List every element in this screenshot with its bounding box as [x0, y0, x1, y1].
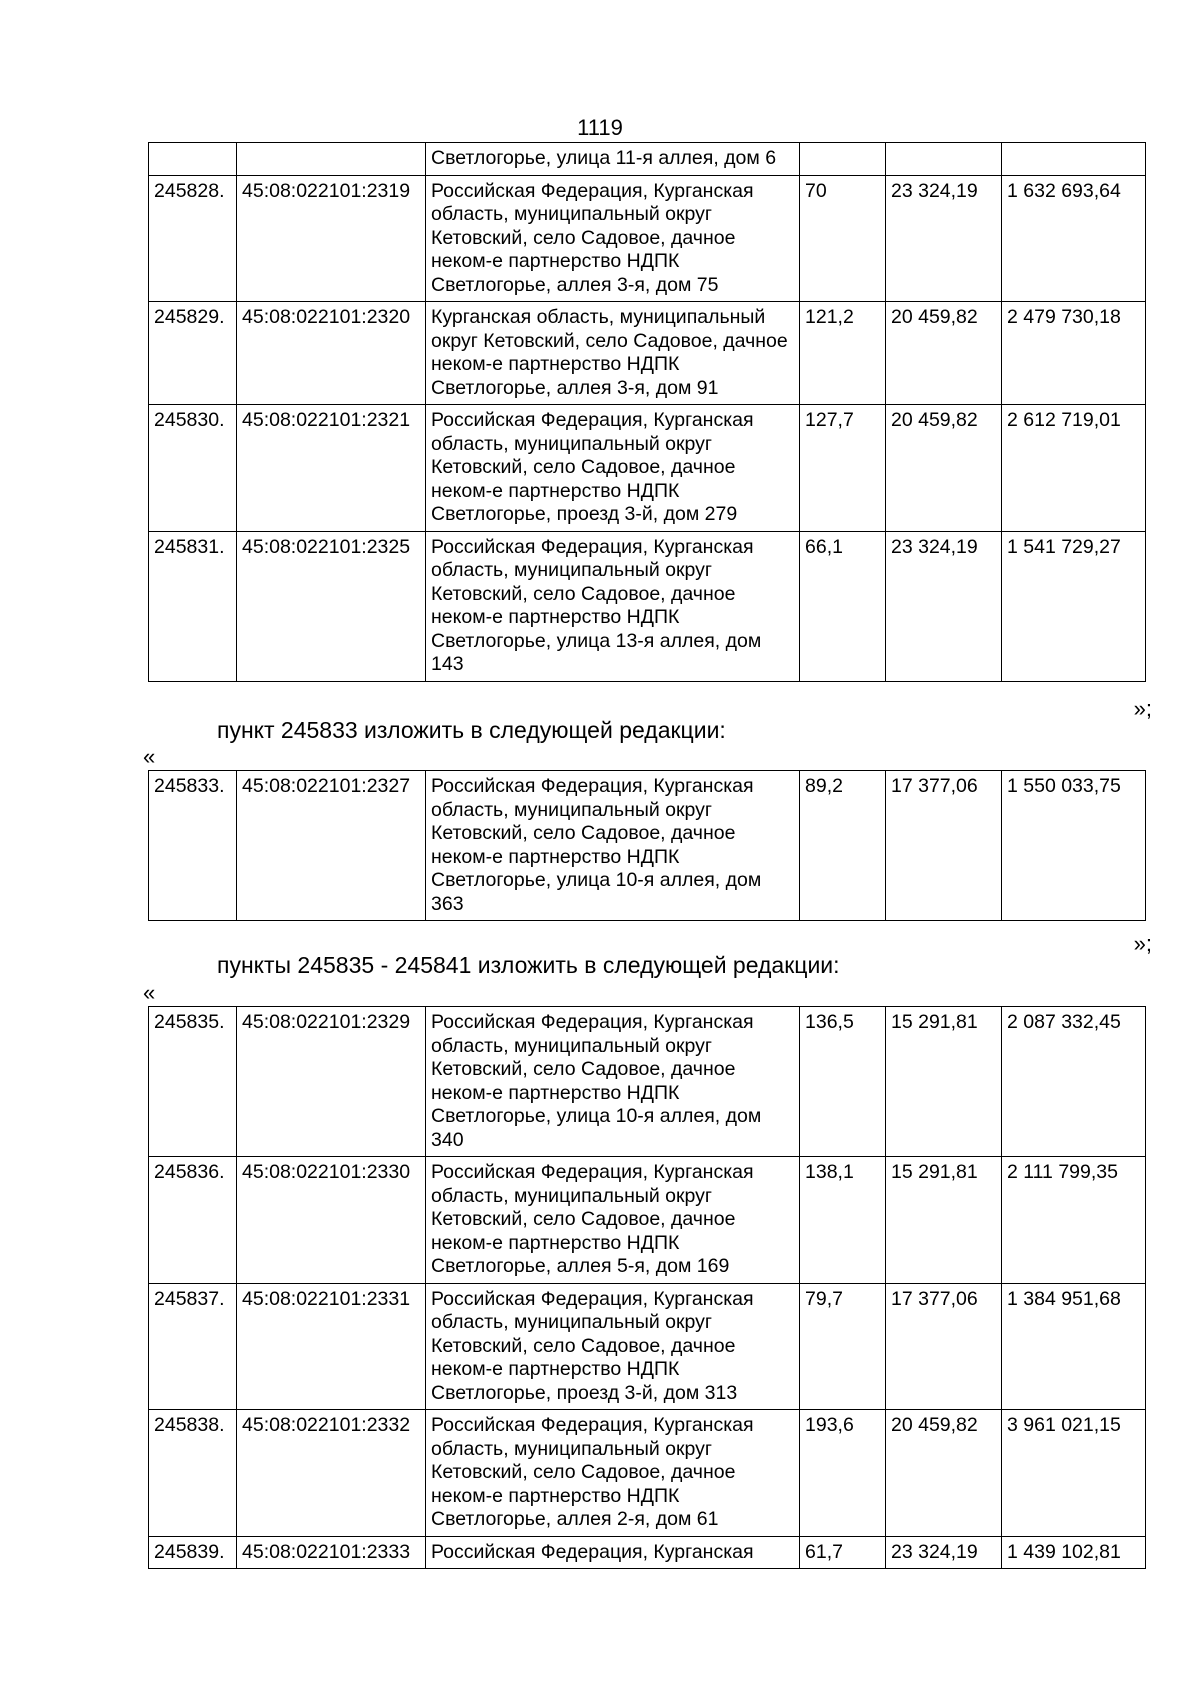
- table-row: [149, 1410, 1146, 1537]
- cell-unit-price: 20 459,82: [886, 1410, 1002, 1537]
- closing-quote-2: »;: [1133, 931, 1152, 956]
- cell-cadastral-value: 1 439 102,81: [1002, 1536, 1146, 1569]
- instruction-2: пункты 245835 - 245841 изложить в следующей редакции:: [217, 952, 840, 978]
- cell-cadastral-value: 1 550 033,75: [1002, 771, 1146, 921]
- cell-cadastral-value: 2 612 719,01: [1002, 405, 1146, 532]
- table-row: [149, 531, 1146, 681]
- cell-cadastral-number: 45:08:022101:2320: [237, 302, 426, 405]
- registry-table-2: [148, 770, 1146, 921]
- cell-cadastral-value: 1 541 729,27: [1002, 531, 1146, 681]
- cell-row-number: 245831.: [149, 531, 237, 681]
- cell-unit-price: [886, 143, 1002, 176]
- cell-cadastral-value: [1002, 143, 1146, 176]
- cell-area: 136,5: [800, 1007, 886, 1157]
- cell-cadastral-number: 45:08:022101:2327: [237, 771, 426, 921]
- cell-address: Курганская область, муниципальный округ Кетовский, село Садовое, дачное неком-е партнерство НДПК Светлогорье, аллея 3-я, дом 91: [426, 302, 800, 405]
- cell-address: Светлогорье, улица 11-я аллея, дом 6: [426, 143, 800, 176]
- table-row: [149, 771, 1146, 921]
- cell-cadastral-number: 45:08:022101:2319: [237, 175, 426, 302]
- table-row: [149, 143, 1146, 176]
- cell-cadastral-value: 1 632 693,64: [1002, 175, 1146, 302]
- cell-address: Российская Федерация, Курганская область, муниципальный округ Кетовский, село Садовое, дачное неком-е партнерство НДПК Светлогорье, улица 10-я аллея, дом 340: [426, 1007, 800, 1157]
- cell-unit-price: 20 459,82: [886, 405, 1002, 532]
- cell-address: Российская Федерация, Курганская область, муниципальный округ Кетовский, село Садовое, дачное неком-е партнерство НДПК Светлогорье, улица 13-я аллея, дом 143: [426, 531, 800, 681]
- cell-cadastral-value: 3 961 021,15: [1002, 1410, 1146, 1537]
- cell-unit-price: 17 377,06: [886, 1283, 1002, 1410]
- cell-unit-price: 23 324,19: [886, 531, 1002, 681]
- cell-area: 193,6: [800, 1410, 886, 1537]
- cell-address: Российская Федерация, Курганская область, муниципальный округ Кетовский, село Садовое, дачное неком-е партнерство НДПК Светлогорье, аллея 3-я, дом 75: [426, 175, 800, 302]
- cell-cadastral-number: [237, 143, 426, 176]
- cell-cadastral-number: 45:08:022101:2330: [237, 1157, 426, 1284]
- cell-unit-price: 17 377,06: [886, 771, 1002, 921]
- table-row: [149, 405, 1146, 532]
- cell-row-number: 245838.: [149, 1410, 237, 1537]
- table-row: [149, 1157, 1146, 1284]
- cell-cadastral-number: 45:08:022101:2332: [237, 1410, 426, 1537]
- cell-address: Российская Федерация, Курганская область, муниципальный округ Кетовский, село Садовое, дачное неком-е партнерство НДПК Светлогорье, аллея 2-я, дом 61: [426, 1410, 800, 1537]
- cell-cadastral-value: 2 111 799,35: [1002, 1157, 1146, 1284]
- cell-address: Российская Федерация, Курганская область, муниципальный округ Кетовский, село Садовое, дачное неком-е партнерство НДПК Светлогорье, улица 10-я аллея, дом 363: [426, 771, 800, 921]
- cell-row-number: 245835.: [149, 1007, 237, 1157]
- cell-cadastral-number: 45:08:022101:2331: [237, 1283, 426, 1410]
- cell-area: 66,1: [800, 531, 886, 681]
- cell-unit-price: 20 459,82: [886, 302, 1002, 405]
- table-row: [149, 1007, 1146, 1157]
- registry-table-1: [148, 142, 1146, 682]
- cell-area: 89,2: [800, 771, 886, 921]
- cell-area: [800, 143, 886, 176]
- cell-area: 70: [800, 175, 886, 302]
- cell-row-number: 245839.: [149, 1536, 237, 1569]
- cell-row-number: 245837.: [149, 1283, 237, 1410]
- cell-area: 61,7: [800, 1536, 886, 1569]
- cell-row-number: 245836.: [149, 1157, 237, 1284]
- cell-address: Российская Федерация, Курганская: [426, 1536, 800, 1569]
- cell-area: 127,7: [800, 405, 886, 532]
- cell-row-number: 245833.: [149, 771, 237, 921]
- opening-quote-2: «: [143, 980, 156, 1005]
- table-row: [149, 302, 1146, 405]
- cell-cadastral-number: 45:08:022101:2333: [237, 1536, 426, 1569]
- cell-unit-price: 23 324,19: [886, 1536, 1002, 1569]
- cell-row-number: 245830.: [149, 405, 237, 532]
- cell-row-number: 245829.: [149, 302, 237, 405]
- opening-quote-1: «: [143, 744, 156, 769]
- table-row: [149, 1283, 1146, 1410]
- cell-cadastral-number: 45:08:022101:2321: [237, 405, 426, 532]
- page-number: 1119: [577, 115, 623, 140]
- table-row: [149, 175, 1146, 302]
- cell-cadastral-value: 2 479 730,18: [1002, 302, 1146, 405]
- closing-quote-1: »;: [1133, 696, 1152, 721]
- cell-area: 121,2: [800, 302, 886, 405]
- cell-unit-price: 15 291,81: [886, 1157, 1002, 1284]
- table-row: [149, 1536, 1146, 1569]
- instruction-1: пункт 245833 изложить в следующей редакции:: [217, 717, 726, 743]
- cell-row-number: [149, 143, 237, 176]
- registry-table-3: [148, 1006, 1146, 1569]
- cell-row-number: 245828.: [149, 175, 237, 302]
- cell-address: Российская Федерация, Курганская область, муниципальный округ Кетовский, село Садовое, дачное неком-е партнерство НДПК Светлогорье, аллея 5-я, дом 169: [426, 1157, 800, 1284]
- cell-area: 79,7: [800, 1283, 886, 1410]
- cell-unit-price: 23 324,19: [886, 175, 1002, 302]
- cell-cadastral-value: 2 087 332,45: [1002, 1007, 1146, 1157]
- cell-area: 138,1: [800, 1157, 886, 1284]
- cell-cadastral-value: 1 384 951,68: [1002, 1283, 1146, 1410]
- cell-cadastral-number: 45:08:022101:2329: [237, 1007, 426, 1157]
- cell-address: Российская Федерация, Курганская область, муниципальный округ Кетовский, село Садовое, дачное неком-е партнерство НДПК Светлогорье, проезд 3-й, дом 279: [426, 405, 800, 532]
- cell-unit-price: 15 291,81: [886, 1007, 1002, 1157]
- cell-address: Российская Федерация, Курганская область, муниципальный округ Кетовский, село Садовое, дачное неком-е партнерство НДПК Светлогорье, проезд 3-й, дом 313: [426, 1283, 800, 1410]
- cell-cadastral-number: 45:08:022101:2325: [237, 531, 426, 681]
